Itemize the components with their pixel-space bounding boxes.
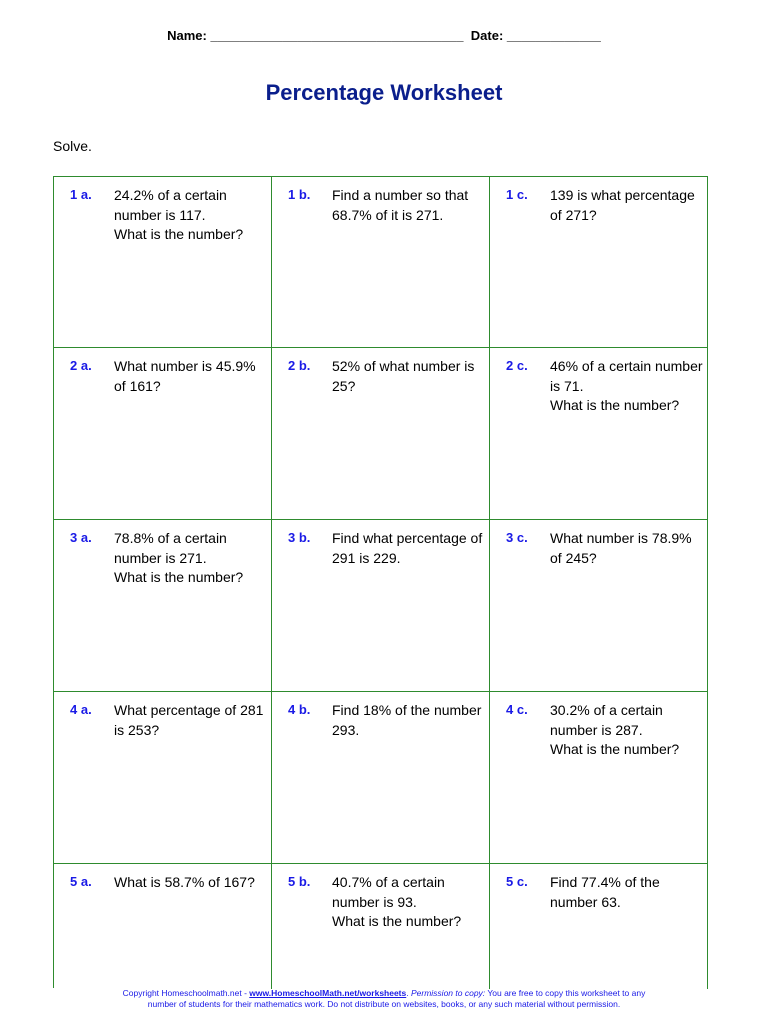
problem-number: 2 b. — [288, 358, 311, 373]
problem-text: 46% of a certain number is 71. What is the number? — [550, 358, 703, 413]
footer-link[interactable]: www.HomeschoolMath.net/worksheets — [249, 988, 407, 998]
problem-text: 52% of what number is 25? — [332, 358, 475, 394]
problem-cell — [490, 520, 708, 692]
problem-number: 4 b. — [288, 702, 311, 717]
name-date-line — [0, 28, 768, 43]
problem-number: 4 a. — [70, 702, 92, 717]
problem-cell — [272, 692, 490, 864]
footer-line-2: number of students for their mathematics work. Do not distribute on websites, books, or any such material without permission. — [147, 999, 621, 1009]
problem-cell — [54, 864, 272, 989]
problem-cell — [490, 177, 708, 348]
problem-number: 2 a. — [70, 358, 92, 373]
problem-cell — [490, 692, 708, 864]
problem-cell — [54, 177, 272, 348]
problem-number: 1 c. — [506, 187, 528, 202]
problem-grid — [53, 176, 708, 988]
problem-text: What number is 78.9% of 245? — [550, 530, 692, 566]
problem-number: 5 a. — [70, 874, 92, 889]
date-blank: _____________ — [506, 28, 601, 43]
problem-text: Find what percentage of 291 is 229. — [332, 530, 483, 566]
problem-text: What is 58.7% of 167? — [114, 874, 255, 890]
footer-copyright: Copyright Homeschoolmath.net - — [122, 988, 250, 998]
problem-number: 5 b. — [288, 874, 311, 889]
problem-number: 1 b. — [288, 187, 311, 202]
footer-permission-label: Permission to copy: — [410, 988, 486, 998]
problem-cell — [54, 348, 272, 520]
name-blank: ___________________________________ — [210, 28, 464, 43]
problem-text: 30.2% of a certain number is 287. What is the number? — [550, 702, 680, 757]
problem-cell — [272, 177, 490, 348]
problem-text: What number is 45.9% of 161? — [114, 358, 256, 394]
problem-number: 3 c. — [506, 530, 528, 545]
problem-number: 4 c. — [506, 702, 528, 717]
copyright-footer — [0, 988, 768, 1010]
problem-text: 40.7% of a certain number is 93. What is the number? — [332, 874, 462, 929]
problem-cell — [272, 348, 490, 520]
problem-cell — [272, 520, 490, 692]
problem-cell — [490, 348, 708, 520]
footer-line-1 — [0, 988, 768, 999]
problem-cell — [272, 864, 490, 989]
problem-number: 5 c. — [506, 874, 528, 889]
problem-text: What percentage of 281 is 253? — [114, 702, 264, 738]
problem-number: 1 a. — [70, 187, 92, 202]
problem-number: 3 a. — [70, 530, 92, 545]
problem-cell — [54, 692, 272, 864]
footer-period: . — [406, 988, 411, 998]
instruction-text: Solve. — [53, 138, 92, 154]
footer-permission-text: You are free to copy this worksheet to any — [485, 988, 646, 998]
problem-cell — [490, 864, 708, 989]
name-label: Name: — [167, 28, 207, 43]
problem-text: Find 18% of the number 293. — [332, 702, 482, 738]
problem-text: 24.2% of a certain number is 117. What is the number? — [114, 187, 244, 242]
problem-text: Find 77.4% of the number 63. — [550, 874, 660, 910]
date-label: Date: — [470, 28, 504, 43]
problem-number: 3 b. — [288, 530, 311, 545]
problem-text: 139 is what percentage of 271? — [550, 187, 695, 223]
page-title: Percentage Worksheet — [265, 80, 503, 105]
problem-text: 78.8% of a certain number is 271. What is the number? — [114, 530, 244, 585]
problem-cell — [54, 520, 272, 692]
problem-text: Find a number so that 68.7% of it is 271. — [332, 187, 469, 223]
problem-number: 2 c. — [506, 358, 528, 373]
